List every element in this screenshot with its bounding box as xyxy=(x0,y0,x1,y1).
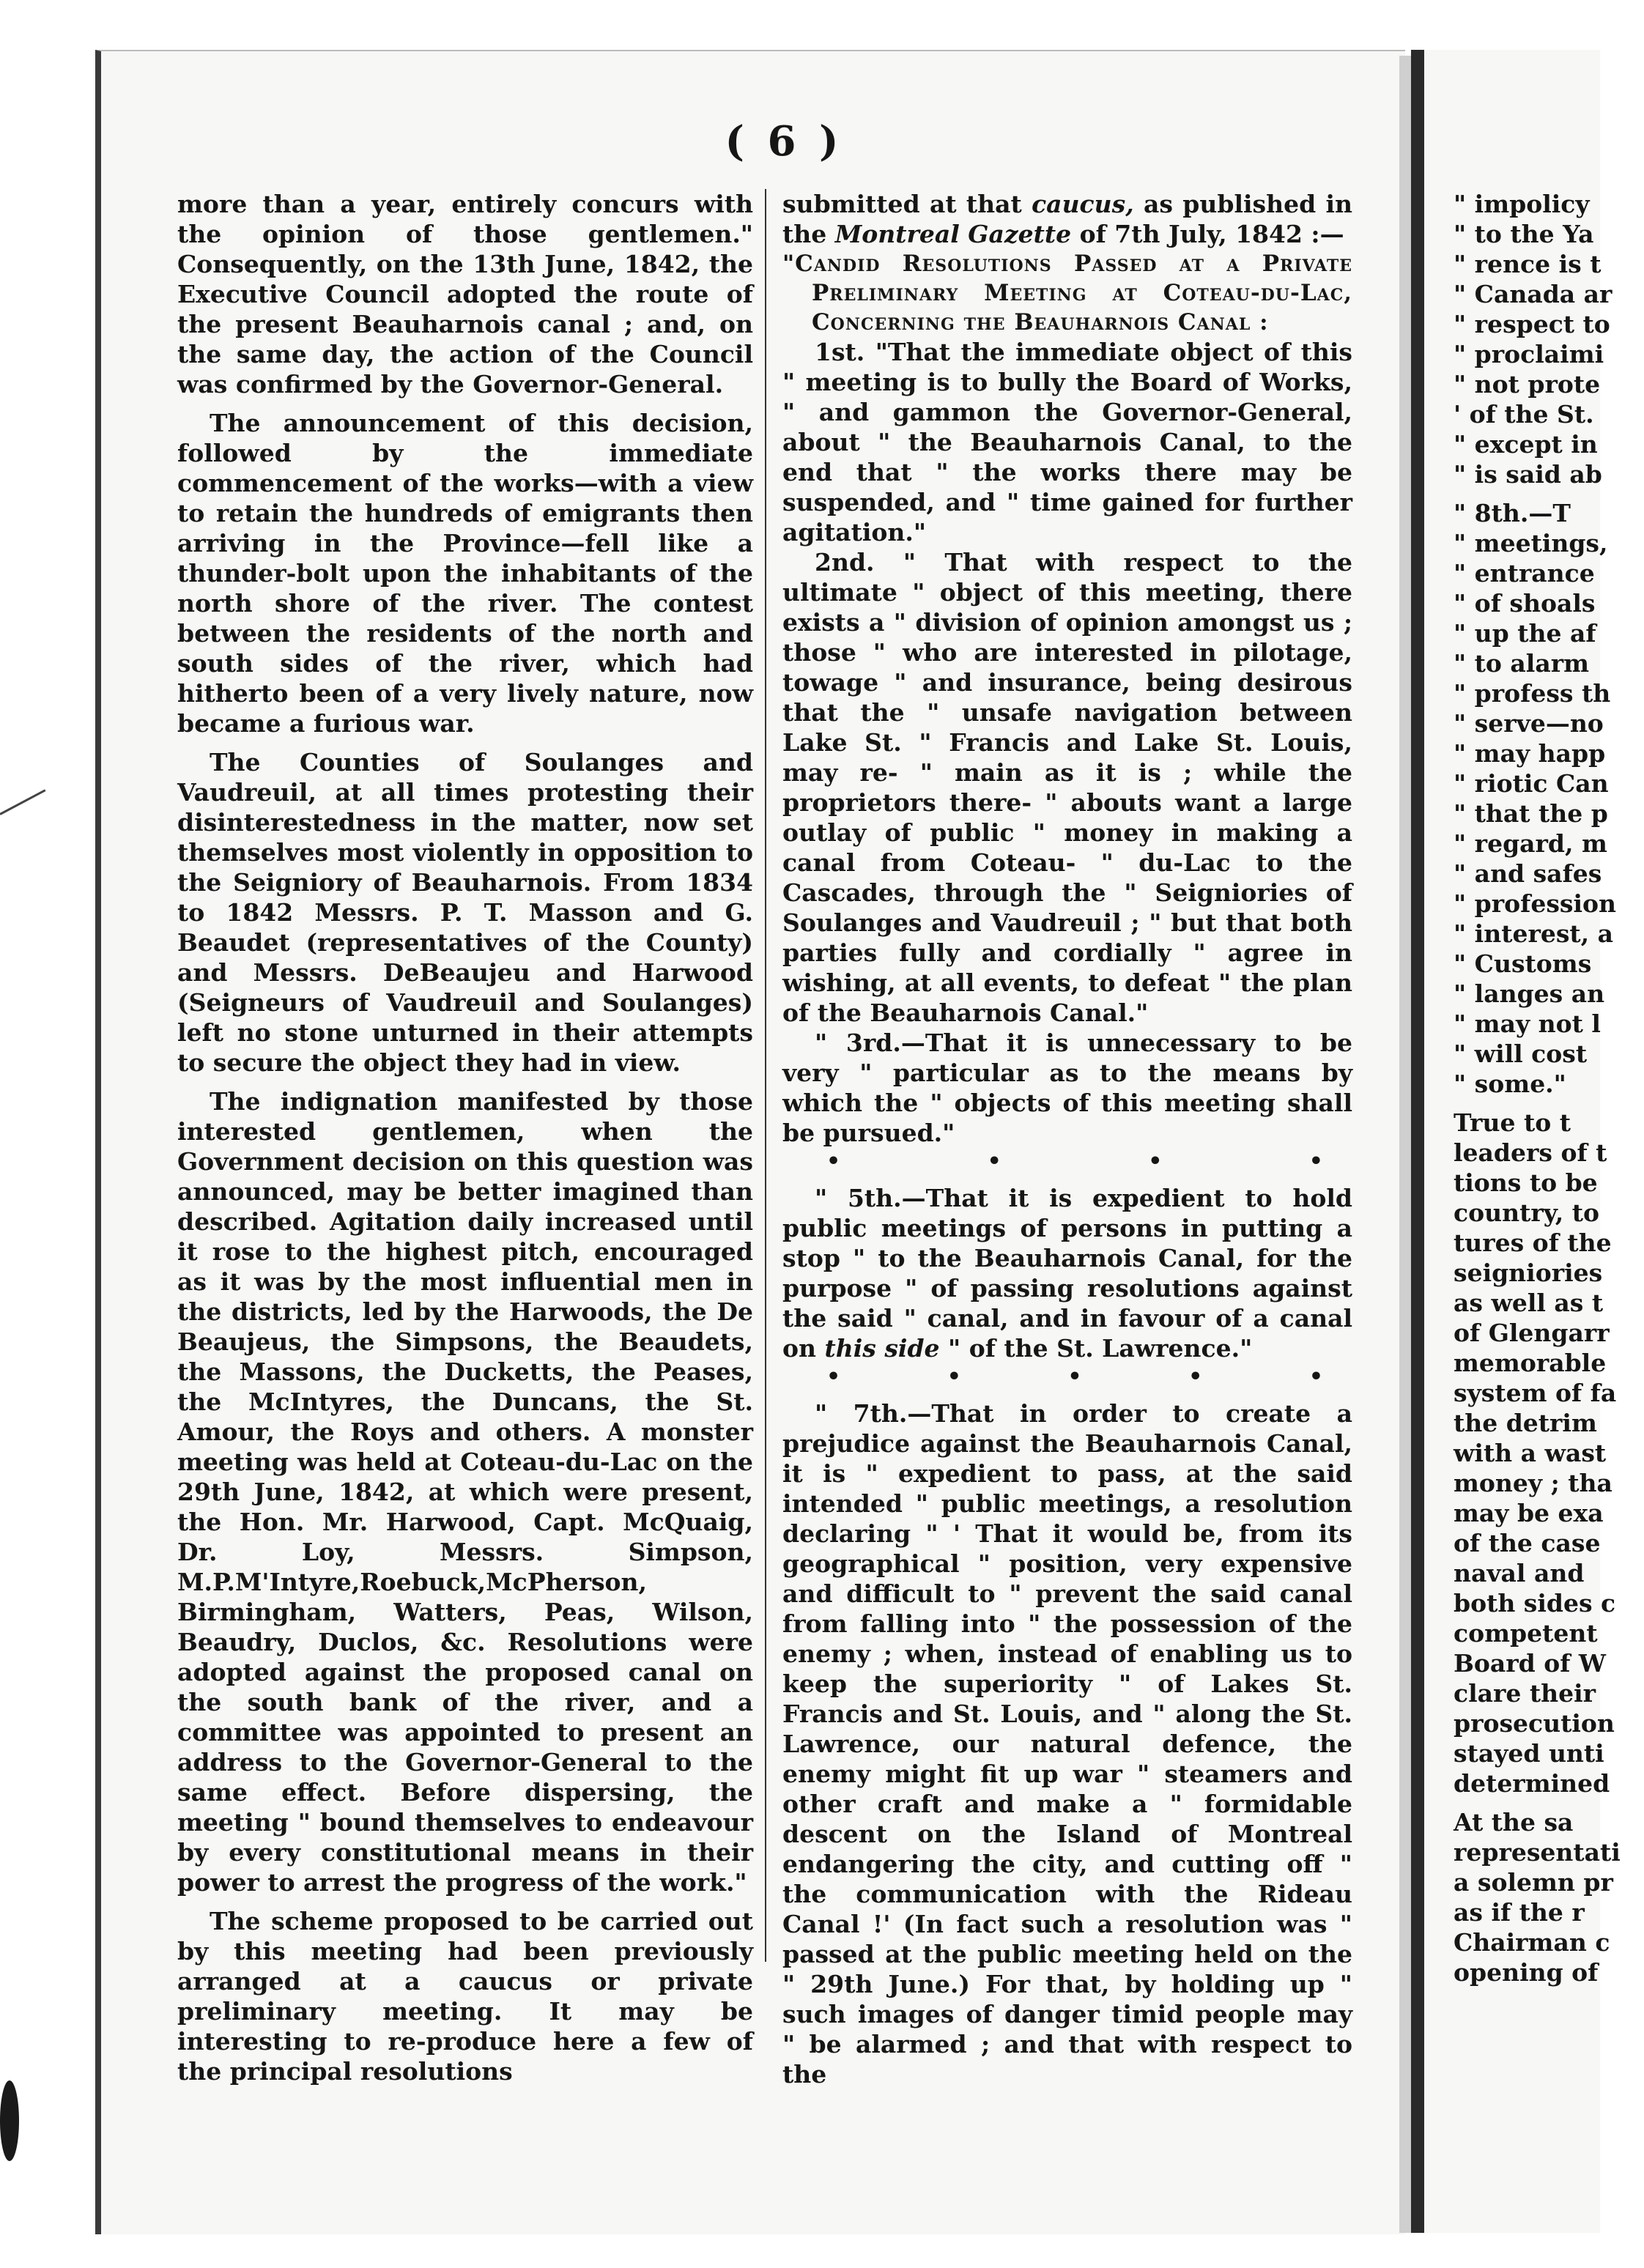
fragment-line: " meetings, xyxy=(1454,529,1608,557)
fragment-line: " except in xyxy=(1454,430,1598,459)
fragment-line: money ; tha xyxy=(1454,1469,1612,1497)
fragment-line: " is said ab xyxy=(1454,460,1602,489)
left-column xyxy=(177,189,753,2086)
fragment-line: " may happ xyxy=(1454,739,1606,768)
intro-text: of 7th July, 1842 :— xyxy=(1071,220,1344,248)
fragment-line: clare their xyxy=(1454,1679,1596,1708)
star-mark: • xyxy=(987,1149,1001,1174)
fragment-line: " langes an xyxy=(1454,979,1605,1008)
fragment-line: determined xyxy=(1454,1769,1610,1798)
fragment-line: " up the af xyxy=(1454,619,1596,648)
fragment-line: seigniories xyxy=(1454,1259,1603,1287)
middle-column xyxy=(782,189,1352,2089)
star-mark: • xyxy=(1188,1364,1203,1390)
resolution-2: 2nd. " That with respect to the ultimate " object of this meeting, there exists a " division of opinion amongst us ; those " who are interested in pilotage, towage " and insurance, being desirous that the " unsafe navigation between Lake St. " Francis and Lake St. Louis, may re- " main as it is ; while the proprietors there- " abouts want a large outlay of public " money in making a canal from Coteau- " du-Lac to the Cascades, through the " Seigniories of Soulanges and Vaudreuil ; " but that both parties fully and cordially " agree in wishing, at all events, to defeat " the plan of the Beauharnois Canal." xyxy=(782,548,1352,1027)
fragment-line: " proclaimi xyxy=(1454,340,1604,368)
fragment-line: " to the Ya xyxy=(1454,220,1594,248)
paragraph: The Counties of Soulanges and Vaudreuil, at all times protesting their disinterestedness in the matter, now set themselves most violently in opposition to the Seigniory of Beauharnois. From 1834 to 1842 Messrs. P. T. Masson and G. Beaudet (representatives of the County) and Messrs. DeBeaujeu and Harwood (Seigneurs of Vaudreuil and Soulanges) left no stone unturned in their attempts to secure the object they had in view. xyxy=(177,748,753,1077)
fragment-line: both sides c xyxy=(1454,1589,1616,1617)
fragment-line: may be exa xyxy=(1454,1499,1604,1527)
resolutions-heading: "Candid Resolutions Passed at a Private Preliminary Meeting at Coteau-du-Lac, Concerning the Beauharnois Canal : xyxy=(782,251,1352,336)
fragment-line: of Glengarr xyxy=(1454,1319,1610,1347)
fragment-line: " and safes xyxy=(1454,859,1602,888)
paragraph: The announcement of this decision, followed by the immediate commencement of the works—with a view to retain the hundreds of emigrants then arriving in the Province—fell like a thunder-bolt upon the inhabitants of the north shore of the river. The contest between the residents of the north and south sides of the river, which had hitherto been of a very lively nature, now became a furious war. xyxy=(177,409,753,738)
star-mark: • xyxy=(826,1149,841,1174)
fragment-line: " that the p xyxy=(1454,799,1608,828)
fragment-line: At the sa xyxy=(1454,1808,1574,1837)
fragment-line: tures of the xyxy=(1454,1228,1612,1257)
fragment-line: Board of W xyxy=(1454,1649,1606,1678)
star-mark: • xyxy=(1148,1149,1163,1174)
intro-italic-caucus: caucus, xyxy=(1032,190,1134,218)
fragment-line: ' of the St. xyxy=(1454,400,1594,429)
fragment-line: " not prote xyxy=(1454,370,1601,399)
star-mark: • xyxy=(1067,1364,1082,1390)
column-rule xyxy=(765,189,766,1962)
fragment-line: " to alarm xyxy=(1454,649,1590,678)
fragment-line: opening of xyxy=(1454,1958,1599,1987)
fragment-line: tions to be xyxy=(1454,1168,1598,1197)
intro-text: submitted at that xyxy=(782,190,1032,218)
fragment-line: " some." xyxy=(1454,1070,1566,1098)
fragment-line: leaders of t xyxy=(1454,1138,1607,1167)
fragment-line: True to t xyxy=(1454,1108,1571,1137)
fragment-line: memorable xyxy=(1454,1349,1607,1377)
resolution-1: 1st. "That the immediate object of this " meeting is to bully the Board of Works, " and gammon the Governor-General, about " the Beauharnois Canal, to the end that " the works there may be suspended, and " time gained for further agitation." xyxy=(782,338,1352,546)
resolution-3: " 3rd.—That it is unnecessary to be very " particular as to the means by which the " objects of this meeting shall be pursued." xyxy=(782,1029,1352,1147)
fragment-line: " impolicy xyxy=(1454,190,1590,218)
fragment-line: system of fa xyxy=(1454,1379,1617,1407)
fragment-line: of the case xyxy=(1454,1529,1601,1557)
resolution-5-text: " 5th.—That it is expedient to hold public meetings of persons in putting a stop " to the Beauharnois Canal, for the purpose " of passing resolutions against the said " canal, and in favour of a canal on xyxy=(782,1184,1352,1363)
fragment-line: competent xyxy=(1454,1619,1598,1648)
ellipsis-stars xyxy=(782,1148,1352,1183)
scan-artifact-line xyxy=(0,789,46,815)
book-gutter xyxy=(1411,50,1424,2233)
fragment-line: " serve—no xyxy=(1454,709,1604,738)
paragraph: more than a year, entirely concurs with the opinion of those gentlemen." Consequently, on the 13th June, 1842, the Executive Council adopted the route of the present Beauharnois canal ; and, on the same day, the action of the Council was confirmed by the Governor-General. xyxy=(177,190,753,399)
fragment-line: " riotic Can xyxy=(1454,769,1609,798)
fragment-line: with a wast xyxy=(1454,1439,1607,1467)
ellipsis-stars xyxy=(782,1363,1352,1398)
fragment-line: " 8th.—T xyxy=(1454,499,1571,527)
quote-intro xyxy=(782,189,1352,249)
fragment-line: Chairman c xyxy=(1454,1928,1610,1957)
star-mark: • xyxy=(1308,1364,1323,1390)
fragment-line: as if the r xyxy=(1454,1898,1585,1927)
fragment-line: " profession xyxy=(1454,889,1617,918)
paragraph: The scheme proposed to be carried out by this meeting had been previously arranged at a caucus or private preliminary meeting. It may be interesting to re-produce here a few of the principal resolutions xyxy=(177,1907,753,2086)
fragment-line: " entrance xyxy=(1454,559,1595,588)
fragment-line: " will cost xyxy=(1454,1040,1588,1068)
resolution-5-italic: this side xyxy=(824,1334,940,1363)
facing-page-text xyxy=(1454,189,1644,1987)
resolution-5 xyxy=(782,1183,1352,1363)
resolution-5-text: " of the St. Lawrence." xyxy=(939,1334,1253,1363)
fragment-line: " Customs xyxy=(1454,949,1592,978)
fragment-line: " of shoals xyxy=(1454,589,1596,618)
fragment-line: " interest, a xyxy=(1454,919,1614,948)
fragment-line: " profess th xyxy=(1454,679,1611,708)
star-mark: • xyxy=(1308,1149,1323,1174)
fragment-line: stayed unti xyxy=(1454,1739,1604,1768)
fragment-line: representati xyxy=(1454,1838,1621,1867)
intro-italic-gazette: Montreal Gazette xyxy=(834,220,1072,248)
fragment-line: " regard, m xyxy=(1454,829,1607,858)
fragment-line: a solemn pr xyxy=(1454,1868,1613,1897)
fragment-line: country, to xyxy=(1454,1198,1599,1227)
fragment-line: " may not l xyxy=(1454,1009,1601,1038)
page-number: ( 6 ) xyxy=(725,117,843,166)
fragment-line: " respect to xyxy=(1454,310,1610,338)
fragment-line: as well as t xyxy=(1454,1289,1604,1317)
star-mark: • xyxy=(947,1364,961,1390)
fragment-line: " Canada ar xyxy=(1454,280,1612,308)
star-mark: • xyxy=(826,1364,841,1390)
resolution-7: " 7th.—That in order to create a prejudice against the Beauharnois Canal, it is " expedient to pass, at the said intended " public meetings, a resolution declaring " ' That it would be, from its geographical " position, very expensive and difficult to " prevent the said canal from falling into " the possession of the enemy ; when, instead of enabling us to keep the superiority " of Lakes St. Francis and St. Louis, and " along the St. Lawrence, our natural defence, the enemy might fit up war " steamers and other craft and make a " formidable descent on the Island of Montreal endangering the city, and cutting off " the communication with the Rideau Canal !' (In fact such a resolution was " passed at the public meeting held on the " 29th June.) For that, by holding up " such images of danger timid people may " be alarmed ; and that with respect to the xyxy=(782,1399,1352,2089)
scan-artifact-speck xyxy=(0,2080,19,2161)
fragment-line: naval and xyxy=(1454,1559,1585,1587)
fragment-line: " rence is t xyxy=(1454,250,1602,278)
paragraph: The indignation manifested by those interested gentlemen, when the Government decision on this question was announced, may be better imagined than described. Agitation daily increased until it rose to the highest pitch, encouraged as it was by the most influential men in the districts, led by the Harwoods, the De Beaujeus, the Simpsons, the Beaudets, the Massons, the Ducketts, the Peases, the McIntyres, the Duncans, the St. Amour, the Roys and others. A monster meeting was held at Coteau-du-Lac on the 29th June, 1842, at which were present, the Hon. Mr. Harwood, Capt. McQuaig, Dr. Loy, Messrs. Simpson, M.P.M'Intyre,Roebuck,McPherson, Birmingham, Watters, Peas, Wilson, Beaudry, Duclos, &c. Resolutions were adopted against the proposed canal on the south bank of the river, and a committee was appointed to present an address to the Governor-General to the same effect. Before dispersing, the meeting " bound themselves to endeavour by every constitutional means in their power to arrest the progress of the work." xyxy=(177,1087,753,1897)
facing-page-fragment xyxy=(1424,50,1621,2233)
fragment-line: the detrim xyxy=(1454,1409,1597,1437)
fragment-line: prosecution xyxy=(1454,1709,1615,1738)
intro-text: as published in the xyxy=(782,190,1353,248)
page-edge-shadow xyxy=(1399,56,1411,2233)
